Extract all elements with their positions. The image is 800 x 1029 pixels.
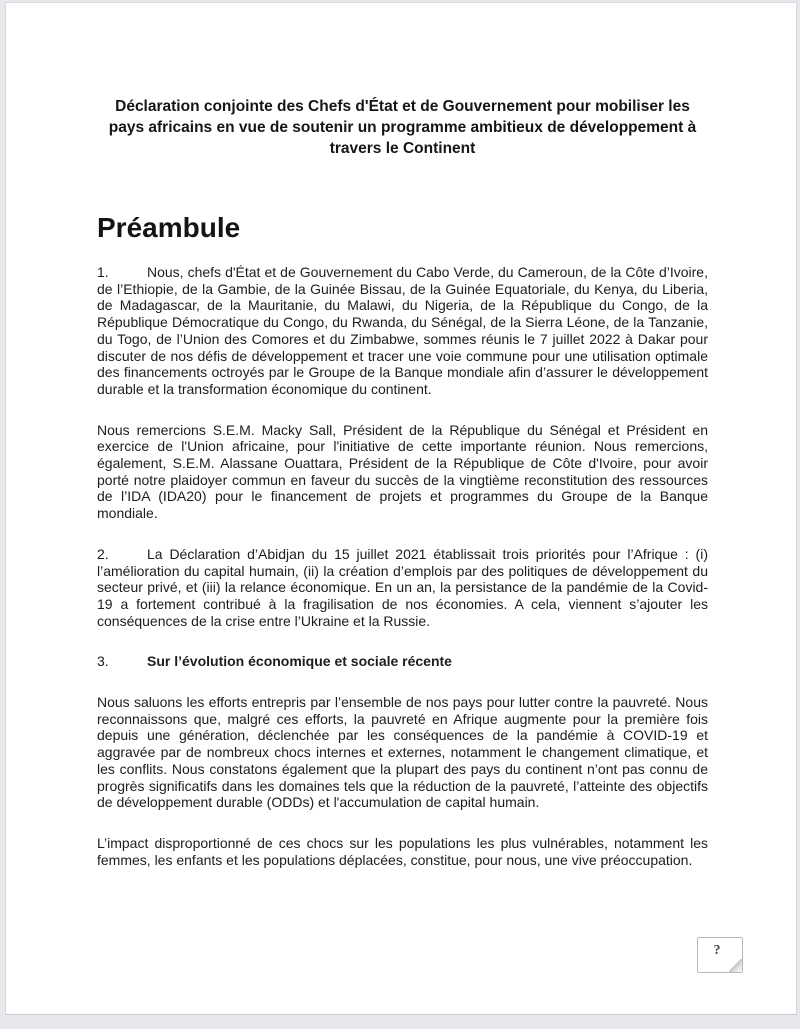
- paragraph-text: Nous remercions S.E.M. Macky Sall, Président de la République du Sénégal et Président en exercice de l'Union africaine, pour l'initiative de cette importante réunion. Nous remercions, également, S.E.M. Alassane Ouattara, Président de la République de Côte d'Ivoire, pour avoir porté notre plaidoyer commun en faveur du succès de la vingtième reconstitution des ressources de l’IDA (IDA20) pour le financement de projets et programmes du Groupe de la Banque mondiale.: [97, 421, 708, 522]
- document-title: Déclaration conjointe des Chefs d'État et de Gouvernement pour mobiliser les pays africains en vue de soutenir un programme ambitieux de développement à travers le Continent: [108, 98, 697, 157]
- page-fold-icon: [729, 959, 742, 972]
- paragraph-thanks: [97, 422, 708, 522]
- paragraph-2: [97, 546, 708, 630]
- paragraph-text: Nous, chefs d'État et de Gouvernement du Cabo Verde, du Cameroun, de la Côte d’Ivoire, de l’Ethiopie, de la Gambie, de la Guinée Bissau, de la Guinée Equatoriale, du Kenya, du Liberia, de Madagascar, de la Mauritanie, du Malawi, du Nigeria, de la République du Congo, de la République Démocratique du Congo, du Rwanda, du Sénégal, de la Sierra Léone, de la Tanzanie, du Togo, de l’Union des Comores et du Zimbabwe, sommes réunis le 7 juillet 2022 à Dakar pour discuter de nos défis de développement et tracer une voie commune pour une utilisation optimale des financements octroyés par le Groupe de la Banque mondiale afin d’assurer le développement durable et la transformation économique du continent.: [97, 264, 708, 397]
- paragraph-impact: [97, 835, 708, 868]
- document-page: [5, 2, 797, 1015]
- comment-note-glyph: ?: [713, 943, 721, 958]
- paragraph-text: L’impact disproportionné de ces chocs sur les populations les plus vulnérables, notamment les femmes, les enfants et les populations déplacées, constitue, pour nous, une vive préoccupation.: [97, 834, 708, 868]
- paragraph-number: 3.: [97, 653, 109, 670]
- page-content: [6, 3, 796, 892]
- paragraph-1: [97, 264, 708, 398]
- paragraph-text: La Déclaration d’Abidjan du 15 juillet 2021 établissait trois priorités pour l’Afrique : (i) l’amélioration du capital humain, (ii) la création d’emplois par des politiques de développement du secteur privé, et (iii) la relance économique. En un an, la persistance de la pandémie de la Covid-19 a fortement contribué à la fragilisation de nos économies. A cela, viennent s’ajouter les conséquences de la crise entre l’Ukraine et la Russie.: [97, 545, 708, 629]
- section-heading-text: Sur l’évolution économique et sociale récente: [147, 653, 452, 670]
- section-heading-3: [97, 653, 708, 670]
- preamble-heading: Préambule: [97, 212, 241, 243]
- paragraph-poverty: [97, 694, 708, 811]
- paragraph-number: 2.: [97, 545, 109, 562]
- paragraph-text: Nous saluons les efforts entrepris par l’ensemble de nos pays pour lutter contre la pauvreté. Nous reconnaissons que, malgré ces efforts, la pauvreté en Afrique augmente pour la première fois depuis une génération, déclenchée par les conséquences de la pandémie à COVID-19 et aggravée par de nombreux chocs internes et externes, notamment le changement climatique, et les conflits. Nous constatons également que la plupart des pays du continent n’ont pas connu de progrès significatifs dans les domaines tels que la réduction de la pauvreté, l’atteinte des objectifs de développement durable (ODDs) et l'accumulation de capital humain.: [97, 694, 708, 811]
- paragraph-number: 1.: [97, 264, 109, 280]
- comment-note-icon[interactable]: [697, 937, 743, 973]
